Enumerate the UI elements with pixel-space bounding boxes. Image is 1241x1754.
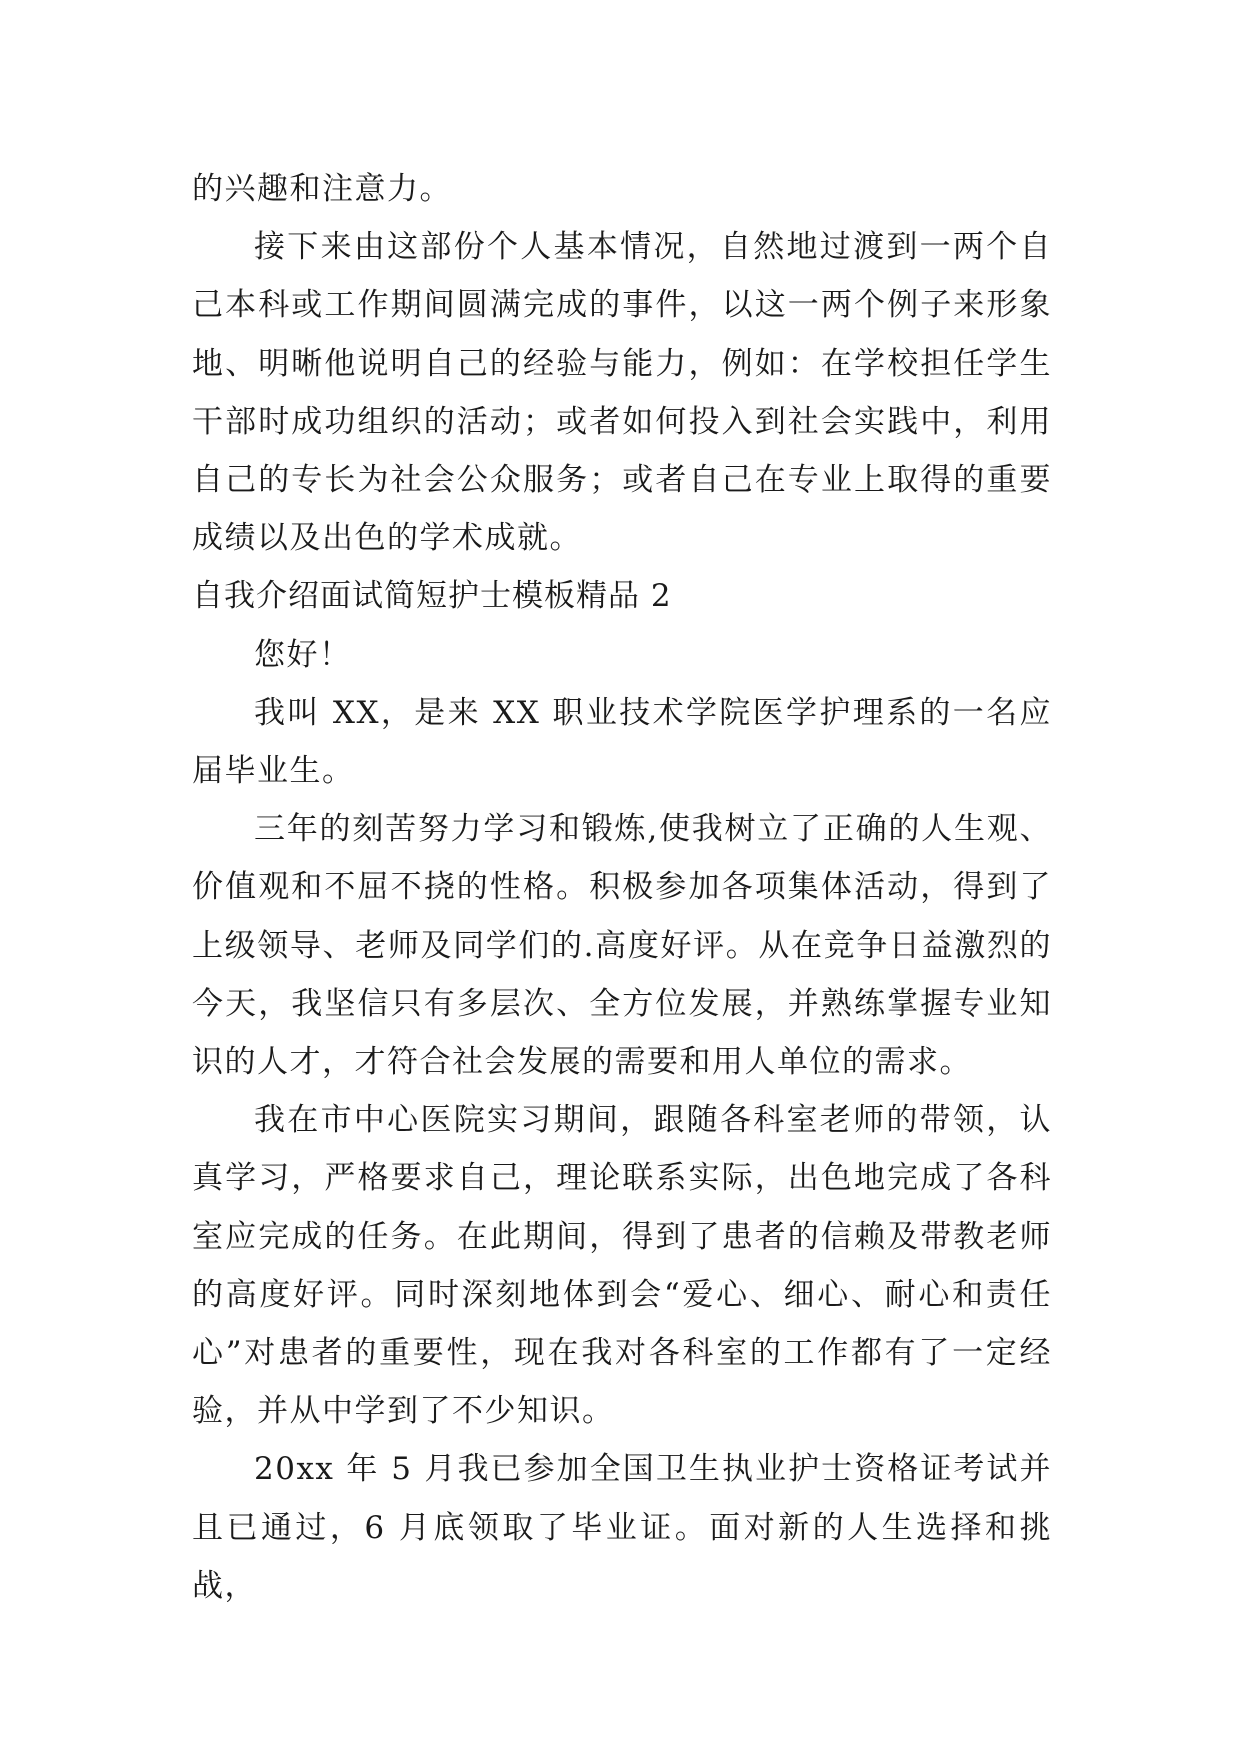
paragraph-introduction: 我叫 XX，是来 XX 职业技术学院医学护理系的一名应届毕业生。 bbox=[192, 694, 1052, 790]
document-body bbox=[192, 160, 1052, 1615]
paragraph-greeting: 您好！ bbox=[254, 636, 352, 673]
paragraph-study-experience: 三年的刻苦努力学习和锻炼,使我树立了正确的人生观、价值观和不屈不挠的性格。积极参加各项集体活动，得到了上级领导、老师及同学们的.高度好评。从在竞争日益激烈的今天，我坚信只有多层次、全方位发展，并熟练掌握专业知识的人才，才符合社会发展的需要和用人单位的需求。 bbox=[192, 811, 1052, 1081]
paragraph-self-intro-guidance: 接下来由这部份个人基本情况，自然地过渡到一两个自己本科或工作期间圆满完成的事件，以这一两个例子来形象地、明晰他说明自己的经验与能力，例如：在学校担任学生干部时成功组织的活动；或者如何投入到社会实践中，利用自己的专长为社会公众服务；或者自己在专业上取得的重要成绩以及出色的学术成就。 bbox=[192, 229, 1052, 557]
paragraph-internship: 我在市中心医院实习期间，跟随各科室老师的带领，认真学习，严格要求自己，理论联系实际，出色地完成了各科室应完成的任务。在此期间，得到了患者的信赖及带教老师的高度好评。同时深刻地体到会“爱心、细心、耐心和责任心”对患者的重要性，现在我对各科室的工作都有了一定经验，并从中学到了不少知识。 bbox=[192, 1102, 1052, 1430]
paragraph-certification: 20xx 年 5 月我已参加全国卫生执业护士资格证考试并且已通过，6 月底领取了毕业证。面对新的人生选择和挑战， bbox=[192, 1451, 1052, 1604]
paragraph-continuation: 的兴趣和注意力。 bbox=[192, 171, 452, 207]
section-title: 自我介绍面试简短护士模板精品 2 bbox=[192, 578, 672, 615]
